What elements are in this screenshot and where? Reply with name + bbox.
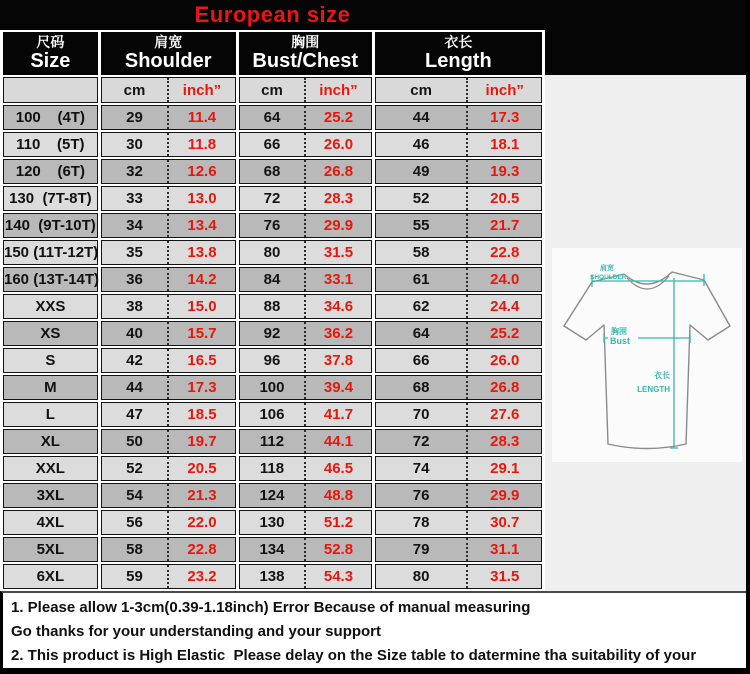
bust-inch-value: 46.5 xyxy=(304,457,371,480)
length-values-cell xyxy=(375,240,542,265)
table-row xyxy=(3,375,542,400)
shoulder-cm-value: 54 xyxy=(126,487,143,504)
col-header-bust xyxy=(239,32,372,75)
shoulder-values-cell xyxy=(101,105,236,130)
title-band xyxy=(0,0,746,30)
length-inch-value: 26.0 xyxy=(466,349,541,372)
length-cm-value: 52 xyxy=(412,190,430,207)
length-cm-value: 66 xyxy=(412,352,430,369)
bust-inch-value: 28.3 xyxy=(304,187,371,210)
bust-cm-value: 134 xyxy=(259,541,285,558)
bust-cm-value: 84 xyxy=(263,271,281,288)
length-values-cell xyxy=(375,267,542,292)
length-values-cell xyxy=(375,294,542,319)
bust-values-cell xyxy=(239,375,372,400)
table-row xyxy=(3,267,542,292)
shoulder-values-cell xyxy=(101,213,236,238)
shoulder-values-cell xyxy=(101,348,236,373)
shoulder-inch-value: 11.8 xyxy=(167,133,235,156)
length-values-cell xyxy=(375,105,542,130)
size-label: 100 (4T) xyxy=(3,105,98,130)
bust-inch-value: 48.8 xyxy=(304,484,371,507)
col-header-shoulder-cn: 肩宽 xyxy=(154,33,183,50)
size-label: 120 (6T) xyxy=(3,159,98,184)
table-row xyxy=(3,186,542,211)
bust-values-cell xyxy=(239,321,372,346)
bust-values-cell xyxy=(239,483,372,508)
shoulder-values-cell xyxy=(101,429,236,454)
bust-values-cell xyxy=(239,564,372,589)
length-values-cell xyxy=(375,564,542,589)
tshirt-diagram xyxy=(552,248,742,462)
size-label: XXS xyxy=(3,294,98,319)
bust-cm-value: 64 xyxy=(263,109,281,126)
main-area xyxy=(0,30,746,591)
size-label: 4XL xyxy=(3,510,98,535)
col-header-size xyxy=(3,32,98,75)
shoulder-values-cell xyxy=(101,267,236,292)
table-row xyxy=(3,321,542,346)
length-values-cell xyxy=(375,132,542,157)
shoulder-inch-value: 13.8 xyxy=(167,241,235,264)
shoulder-cm-value: 42 xyxy=(126,352,143,369)
length-inch-value: 30.7 xyxy=(466,511,541,534)
bust-cm-value: 112 xyxy=(259,433,285,450)
col-header-shoulder xyxy=(101,32,236,75)
table-row xyxy=(3,240,542,265)
shoulder-inch-value: 15.7 xyxy=(167,322,235,345)
bust-inch-value: 29.9 xyxy=(304,214,371,237)
shoulder-cm-value: 34 xyxy=(126,217,143,234)
shoulder-inch-value: 22.8 xyxy=(167,538,235,561)
shoulder-cm-value: 33 xyxy=(126,190,143,207)
col-header-length xyxy=(375,32,542,75)
units-shoulder-cell xyxy=(101,77,236,103)
bust-cm-value: 118 xyxy=(259,460,285,477)
table-row xyxy=(3,537,542,562)
bust-values-cell xyxy=(239,429,372,454)
shoulder-cm-value: 38 xyxy=(126,298,143,315)
length-inch-value: 29.9 xyxy=(466,484,541,507)
unit-inch-label: inch” xyxy=(466,78,541,102)
bust-inch-value: 37.8 xyxy=(304,349,371,372)
length-inch-value: 18.1 xyxy=(466,133,541,156)
length-values-cell xyxy=(375,159,542,184)
length-inch-value: 24.0 xyxy=(466,268,541,291)
bottom-border-bar xyxy=(0,668,746,674)
length-inch-value: 17.3 xyxy=(466,106,541,129)
shoulder-values-cell xyxy=(101,537,236,562)
length-inch-value: 27.6 xyxy=(466,403,541,426)
footer-note-2: Go thanks for your understanding and your support xyxy=(11,623,382,640)
footer-note-3: 2. This product is High Elastic Please delay on the Size table to datermine tha suitability of your xyxy=(11,647,697,664)
size-label: 130 (7T-8T) xyxy=(3,186,98,211)
length-inch-value: 22.8 xyxy=(466,241,541,264)
size-label: XXL xyxy=(3,456,98,481)
table-row xyxy=(3,483,542,508)
shoulder-cm-value: 40 xyxy=(126,325,143,342)
shoulder-cm-value: 52 xyxy=(126,460,143,477)
length-values-cell xyxy=(375,186,542,211)
shoulder-cm-value: 56 xyxy=(126,514,143,531)
bust-inch-value: 36.2 xyxy=(304,322,371,345)
table-row xyxy=(3,213,542,238)
length-cm-value: 49 xyxy=(412,163,430,180)
shoulder-inch-value: 19.7 xyxy=(167,430,235,453)
size-label: XS xyxy=(3,321,98,346)
length-values-cell xyxy=(375,321,542,346)
bust-cm-value: 106 xyxy=(259,406,285,423)
bust-cm-value: 76 xyxy=(263,217,281,234)
bust-inch-value: 31.5 xyxy=(304,241,371,264)
bust-values-cell xyxy=(239,294,372,319)
shoulder-values-cell xyxy=(101,132,236,157)
length-inch-value: 21.7 xyxy=(466,214,541,237)
shoulder-cm-value: 50 xyxy=(126,433,143,450)
shoulder-values-cell xyxy=(101,375,236,400)
length-values-cell xyxy=(375,483,542,508)
length-values-cell xyxy=(375,213,542,238)
length-cm-value: 64 xyxy=(412,325,430,342)
shoulder-cm-value: 32 xyxy=(126,163,143,180)
bust-values-cell xyxy=(239,159,372,184)
unit-cm-label: cm xyxy=(261,81,283,99)
shoulder-inch-value: 16.5 xyxy=(167,349,235,372)
bust-cm-value: 96 xyxy=(263,352,281,369)
shoulder-inch-value: 18.5 xyxy=(167,403,235,426)
length-inch-value: 19.3 xyxy=(466,160,541,183)
length-cm-value: 61 xyxy=(412,271,430,288)
shoulder-values-cell xyxy=(101,294,236,319)
length-cm-value: 80 xyxy=(412,568,430,585)
unit-inch-label: inch” xyxy=(304,78,371,102)
length-values-cell xyxy=(375,429,542,454)
bust-cm-value: 88 xyxy=(263,298,281,315)
shoulder-inch-value: 17.3 xyxy=(167,376,235,399)
bust-values-cell xyxy=(239,456,372,481)
bust-cm-value: 72 xyxy=(263,190,281,207)
col-header-size-en: Size xyxy=(30,50,71,73)
shoulder-inch-value: 23.2 xyxy=(167,565,235,588)
diagram-panel xyxy=(545,75,746,591)
size-label: 150 (11T-12T) xyxy=(3,240,98,265)
shoulder-cm-value: 59 xyxy=(126,568,143,585)
shoulder-inch-value: 13.0 xyxy=(167,187,235,210)
shoulder-values-cell xyxy=(101,321,236,346)
table-row xyxy=(3,564,542,589)
length-cn-label: 衣长 xyxy=(654,371,670,380)
bust-cm-value: 68 xyxy=(263,163,281,180)
size-label: 3XL xyxy=(3,483,98,508)
tshirt-illustration xyxy=(552,248,742,462)
bust-inch-value: 26.8 xyxy=(304,160,371,183)
table-row xyxy=(3,159,542,184)
col-header-length-en: Length xyxy=(425,50,492,73)
bust-inch-value: 39.4 xyxy=(304,376,371,399)
shoulder-values-cell xyxy=(101,402,236,427)
shoulder-cn-label: 肩宽 xyxy=(600,265,614,272)
bust-values-cell xyxy=(239,402,372,427)
length-cm-value: 72 xyxy=(412,433,430,450)
table-header-row xyxy=(3,32,542,75)
shoulder-inch-value: 21.3 xyxy=(167,484,235,507)
footer-notes xyxy=(0,591,746,668)
shoulder-values-cell xyxy=(101,510,236,535)
length-cm-value: 79 xyxy=(412,541,430,558)
units-row xyxy=(3,77,542,103)
shoulder-cm-value: 30 xyxy=(126,136,143,153)
col-header-size-cn: 尺码 xyxy=(36,33,65,50)
bust-values-cell xyxy=(239,510,372,535)
col-header-shoulder-en: Shoulder xyxy=(124,50,212,73)
bust-values-cell xyxy=(239,213,372,238)
shoulder-cm-value: 35 xyxy=(126,244,143,261)
size-label: 110 (5T) xyxy=(3,132,98,157)
bust-inch-value: 26.0 xyxy=(304,133,371,156)
shoulder-inch-value: 11.4 xyxy=(167,106,235,129)
shoulder-cm-value: 29 xyxy=(126,109,143,126)
col-header-bust-cn: 胸围 xyxy=(291,33,320,50)
length-cm-value: 55 xyxy=(412,217,430,234)
unit-cm-label: cm xyxy=(123,81,146,99)
col-header-length-cn: 衣长 xyxy=(444,33,473,50)
size-label: 140 (9T-10T) xyxy=(3,213,98,238)
table-row xyxy=(3,456,542,481)
length-inch-value: 28.3 xyxy=(466,430,541,453)
shoulder-inch-value: 22.0 xyxy=(167,511,235,534)
units-bust-cell xyxy=(239,77,372,103)
unit-inch-label: inch” xyxy=(167,78,235,102)
col-header-bust-en: Bust/Chest xyxy=(252,50,358,73)
shoulder-values-cell xyxy=(101,240,236,265)
length-cm-value: 74 xyxy=(412,460,430,477)
bust-inch-value: 44.1 xyxy=(304,430,371,453)
length-inch-value: 31.1 xyxy=(466,538,541,561)
length-cm-value: 46 xyxy=(412,136,430,153)
shoulder-cm-value: 36 xyxy=(126,271,143,288)
length-inch-value: 25.2 xyxy=(466,322,541,345)
length-cm-value: 44 xyxy=(412,109,430,126)
right-panel xyxy=(545,30,746,591)
bust-cm-value: 138 xyxy=(259,568,285,585)
shoulder-values-cell xyxy=(101,564,236,589)
size-label: 160 (13T-14T) xyxy=(3,267,98,292)
bust-values-cell xyxy=(239,186,372,211)
length-cm-value: 58 xyxy=(412,244,430,261)
length-cm-value: 62 xyxy=(412,298,430,315)
bust-inch-value: 51.2 xyxy=(304,511,371,534)
shoulder-inch-value: 15.0 xyxy=(167,295,235,318)
length-values-cell xyxy=(375,537,542,562)
length-en-label: LENGTH xyxy=(637,385,670,394)
bust-inch-value: 25.2 xyxy=(304,106,371,129)
length-inch-value: 31.5 xyxy=(466,565,541,588)
length-cm-value: 76 xyxy=(412,487,430,504)
shoulder-inch-value: 20.5 xyxy=(167,457,235,480)
bust-values-cell xyxy=(239,105,372,130)
table-row xyxy=(3,402,542,427)
length-inch-value: 20.5 xyxy=(466,187,541,210)
bust-inch-value: 34.6 xyxy=(304,295,371,318)
length-cm-value: 70 xyxy=(412,406,430,423)
shoulder-cm-value: 47 xyxy=(126,406,143,423)
footer-note-1: 1. Please allow 1-3cm(0.39-1.18inch) Error Because of manual measuring xyxy=(11,599,531,616)
bust-cm-value: 130 xyxy=(259,514,285,531)
table-row xyxy=(3,132,542,157)
table-row xyxy=(3,510,542,535)
length-values-cell xyxy=(375,456,542,481)
page-title: European size xyxy=(194,2,351,27)
shoulder-values-cell xyxy=(101,186,236,211)
size-label: XL xyxy=(3,429,98,454)
table-row xyxy=(3,348,542,373)
length-values-cell xyxy=(375,348,542,373)
table-row xyxy=(3,294,542,319)
bust-cm-value: 124 xyxy=(259,487,285,504)
bust-cm-value: 66 xyxy=(263,136,281,153)
bust-inch-value: 54.3 xyxy=(304,565,371,588)
size-table xyxy=(0,30,545,591)
bust-values-cell xyxy=(239,132,372,157)
bust-inch-value: 52.8 xyxy=(304,538,371,561)
length-values-cell xyxy=(375,402,542,427)
shoulder-cm-value: 58 xyxy=(126,541,143,558)
table-row xyxy=(3,429,542,454)
units-size-empty-cell xyxy=(3,77,98,103)
shoulder-values-cell xyxy=(101,456,236,481)
bust-values-cell xyxy=(239,267,372,292)
bust-values-cell xyxy=(239,537,372,562)
right-header-band xyxy=(545,30,746,75)
length-values-cell xyxy=(375,375,542,400)
bust-values-cell xyxy=(239,348,372,373)
shoulder-values-cell xyxy=(101,159,236,184)
units-length-cell xyxy=(375,77,542,103)
bust-inch-value: 41.7 xyxy=(304,403,371,426)
bust-inch-value: 33.1 xyxy=(304,268,371,291)
table-row xyxy=(3,105,542,130)
unit-cm-label: cm xyxy=(410,81,432,99)
shoulder-cm-value: 44 xyxy=(126,379,143,396)
bust-cm-value: 92 xyxy=(263,325,281,342)
length-cm-value: 68 xyxy=(412,379,430,396)
bust-en-label: Bust xyxy=(610,336,630,346)
shoulder-en-label: SHOULDER xyxy=(590,274,627,281)
length-values-cell xyxy=(375,510,542,535)
shoulder-values-cell xyxy=(101,483,236,508)
size-label: M xyxy=(3,375,98,400)
size-label: 6XL xyxy=(3,564,98,589)
length-inch-value: 24.4 xyxy=(466,295,541,318)
size-label: S xyxy=(3,348,98,373)
size-label: 5XL xyxy=(3,537,98,562)
size-label: L xyxy=(3,402,98,427)
shoulder-inch-value: 13.4 xyxy=(167,214,235,237)
length-cm-value: 78 xyxy=(412,514,430,531)
bust-cm-value: 100 xyxy=(259,379,285,396)
bust-cn-label: 胸围 xyxy=(611,327,627,336)
shoulder-inch-value: 14.2 xyxy=(167,268,235,291)
shoulder-inch-value: 12.6 xyxy=(167,160,235,183)
length-inch-value: 26.8 xyxy=(466,376,541,399)
bust-cm-value: 80 xyxy=(263,244,281,261)
bust-values-cell xyxy=(239,240,372,265)
length-inch-value: 29.1 xyxy=(466,457,541,480)
